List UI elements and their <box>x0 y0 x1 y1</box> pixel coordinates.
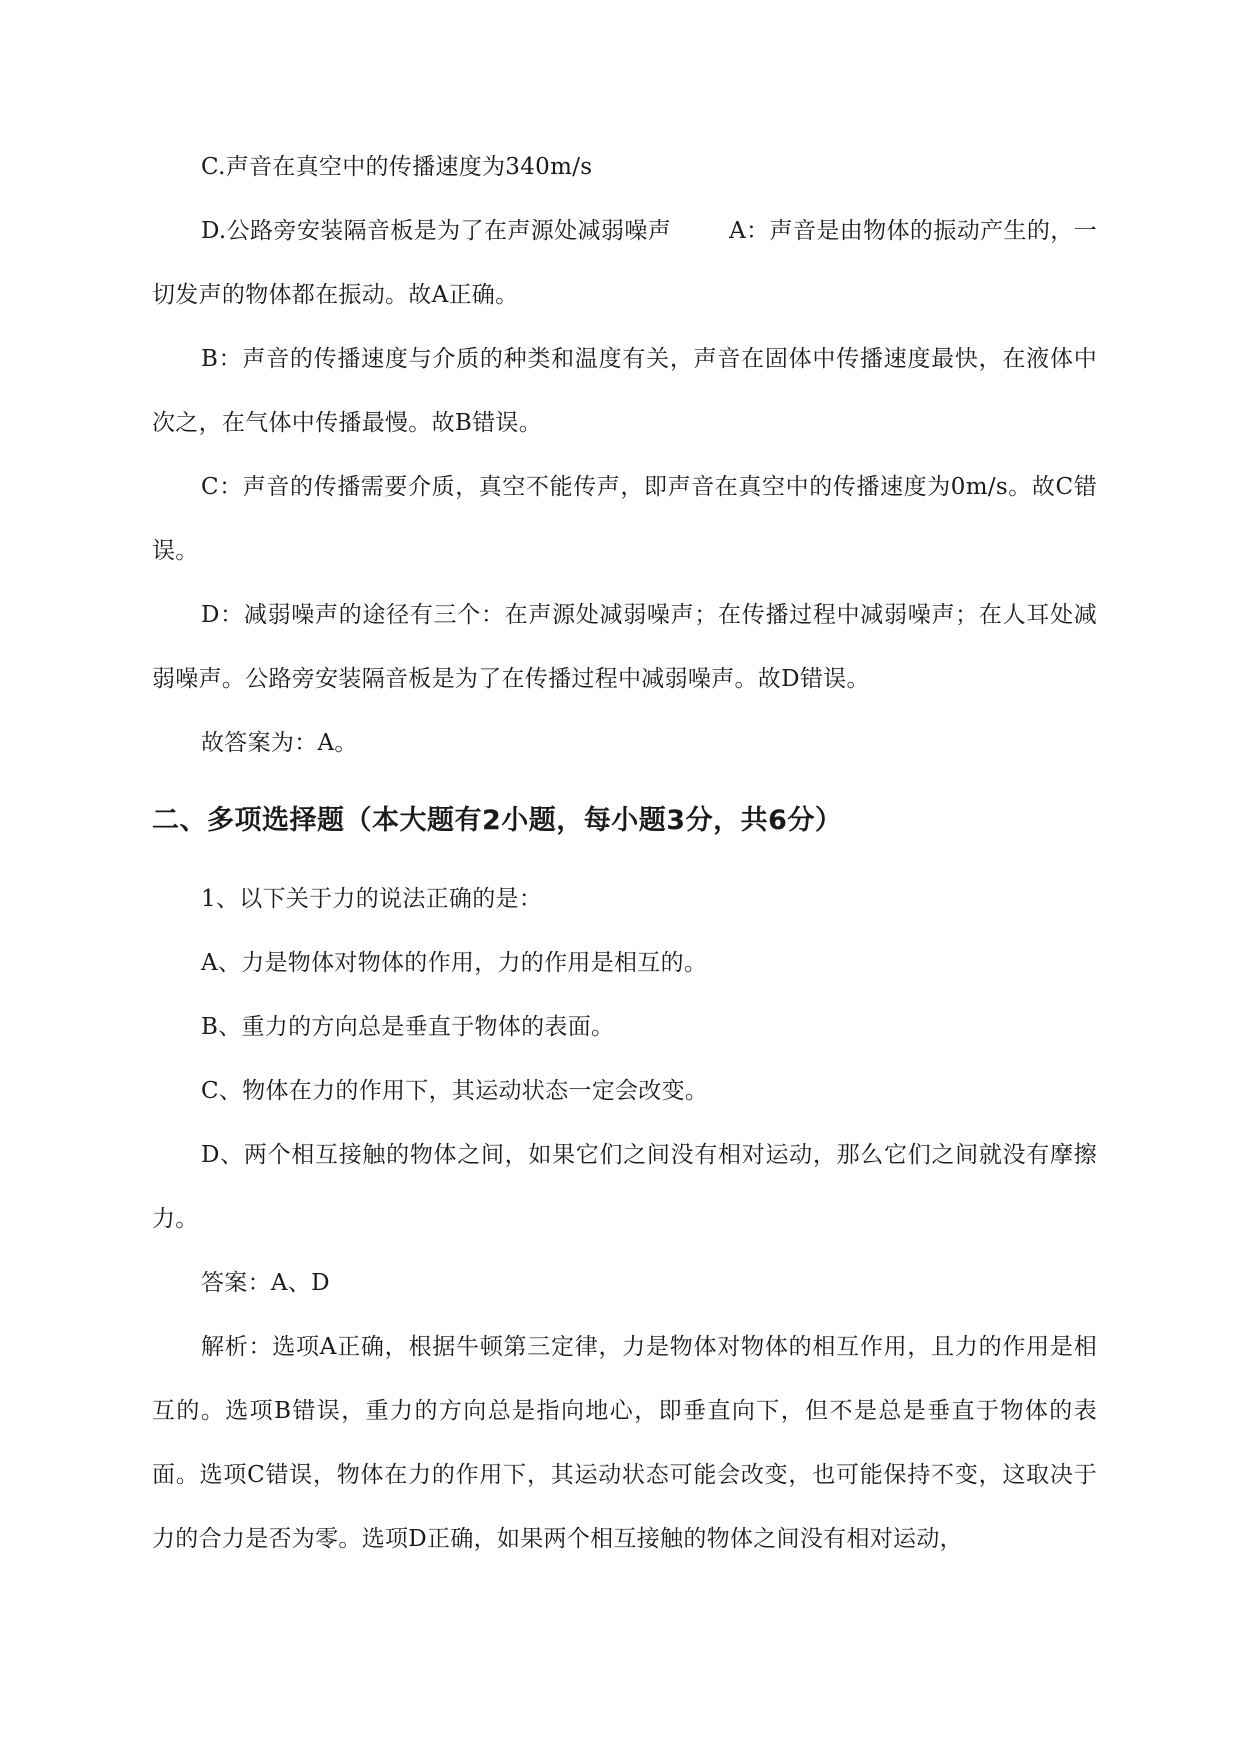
analysis-b-text: B：声音的传播速度与介质的种类和温度有关，声音在固体中传播速度最快，在液体中次之，在气体中传播最慢。故B错误。 <box>152 346 1097 436</box>
choice-b-text: B、重力的方向总是垂直于物体的表面。 <box>201 1014 615 1040</box>
choice-a-text: A、力是物体对物体的作用，力的作用是相互的。 <box>201 950 708 976</box>
option-d-text: D.公路旁安装隔音板是为了在声源处减弱噪声 <box>201 218 672 244</box>
analysis-a-text: A：声音是由物体的振动产生的，一切发声的物体都在振动。故A正确。 <box>152 218 1097 308</box>
section-heading: 二、多项选择题（本大题有2小题，每小题3分，共6分） <box>152 805 843 836</box>
explanation-text: 解析：选项A正确，根据牛顿第三定律，力是物体对物体的相互作用，且力的作用是相互的。选项B错误，重力的方向总是指向地心，即垂直向下，但不是总是垂直于物体的表面。选项C错误，物体在力的作用下，其运动状态可能会改变，也可能保持不变，这取决于力的合力是否为零。选项D正确，如果两个相互接触的物体之间没有相对运动， <box>152 1334 1097 1552</box>
option-d-with-analysis-a <box>152 199 1097 327</box>
document-page <box>152 135 1097 1571</box>
question-text: 1、以下关于力的说法正确的是： <box>201 886 543 912</box>
answer-text: 答案：A、D <box>201 1270 330 1296</box>
analysis-c-text: C：声音的传播需要介质，真空不能传声，即声音在真空中的传播速度为0m/s。故C错误。 <box>152 474 1097 564</box>
conclusion-text: 故答案为：A。 <box>201 730 358 756</box>
analysis-d-text: D：减弱噪声的途径有三个：在声源处减弱噪声；在传播过程中减弱噪声；在人耳处减弱噪声。公路旁安装隔音板是为了在传播过程中减弱噪声。故D错误。 <box>152 602 1097 692</box>
option-c-text: C.声音在真空中的传播速度为340m/s <box>201 154 593 180</box>
choice-d-text: D、两个相互接触的物体之间，如果它们之间没有相对运动，那么它们之间就没有摩擦力。 <box>152 1142 1097 1232</box>
choice-c-text: C、物体在力的作用下，其运动状态一定会改变。 <box>201 1078 709 1104</box>
